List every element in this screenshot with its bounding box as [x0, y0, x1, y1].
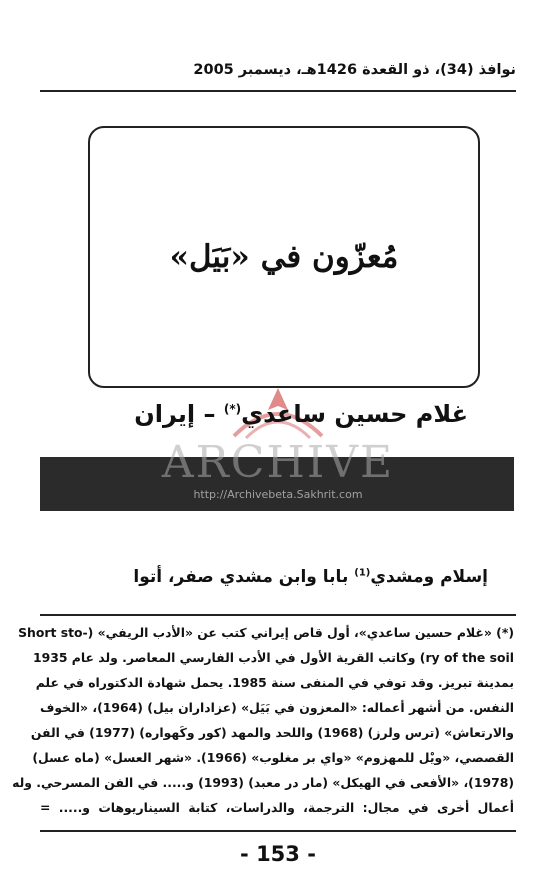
footnote-line: والارتعاش» (ترس ولرز) (1968) واللحد والمهد (كور وكَهواره) (1977) في الفن: [30, 725, 514, 740]
footnote-line: القصصي، «ويْل للمهزوم» «واي بر مغلوب» (1966). «شهر العسل» (ماه عسل): [32, 750, 514, 765]
watermark-url: http://Archivebeta.Sakhrit.com: [193, 488, 363, 501]
poem-note-marker: (1): [354, 567, 371, 579]
author-name: غلام حسين ساعدي: [241, 400, 468, 428]
author-line: [134, 400, 468, 428]
page-header: نوافذ (34)، ذو القعدة 1426هـ، ديسمبر 2005: [193, 62, 516, 78]
title-frame: [88, 126, 480, 388]
watermark-title: ARCHIVE: [161, 437, 395, 488]
header-rule: [40, 90, 516, 92]
poem-text-start: إسلام ومشدي: [370, 567, 488, 587]
author-country: – إيران: [134, 400, 216, 428]
story-title: مُعزّون في «بَيَل»: [169, 239, 399, 275]
poem-line: [133, 567, 488, 587]
footnote-line: أعمال أخرى في مجال: الترجمة، والدراسات، كتابة السيناريوهات و..... =: [40, 800, 514, 815]
footnote-line: بمدينة تبريز. وقد توفي في المنفى سنة 1985. يحمل شهادة الدكتوراه في علم: [35, 675, 514, 690]
page-number: - 153 -: [240, 842, 316, 866]
footnote-line: النفس. من أشهر أعماله: «المعزون في بَيَل» (عزاداران بيل) (1964)، «الخوف: [40, 700, 514, 715]
poem-text-end: بابا وابن مشدي صفر، أتوا: [133, 567, 349, 587]
footnote-rule: [40, 614, 516, 616]
footnote-line: ry of the soil) وكاتب القرية الأول في الأدب الفارسي المعاصر. ولد عام 1935: [32, 650, 514, 665]
bottom-rule: [40, 830, 516, 832]
author-footnote-marker: (*): [223, 402, 242, 416]
footnote-line: (*) «غلام حسين ساعدي»، أول قاص إيراني كتب عن «الأدب الريفي» (-Short sto: [18, 625, 514, 640]
footnote-line: (1978)، «الأفعى في الهيكل» (مار در معبد) (1993) و..... في الفن المسرحي. وله: [12, 775, 514, 790]
